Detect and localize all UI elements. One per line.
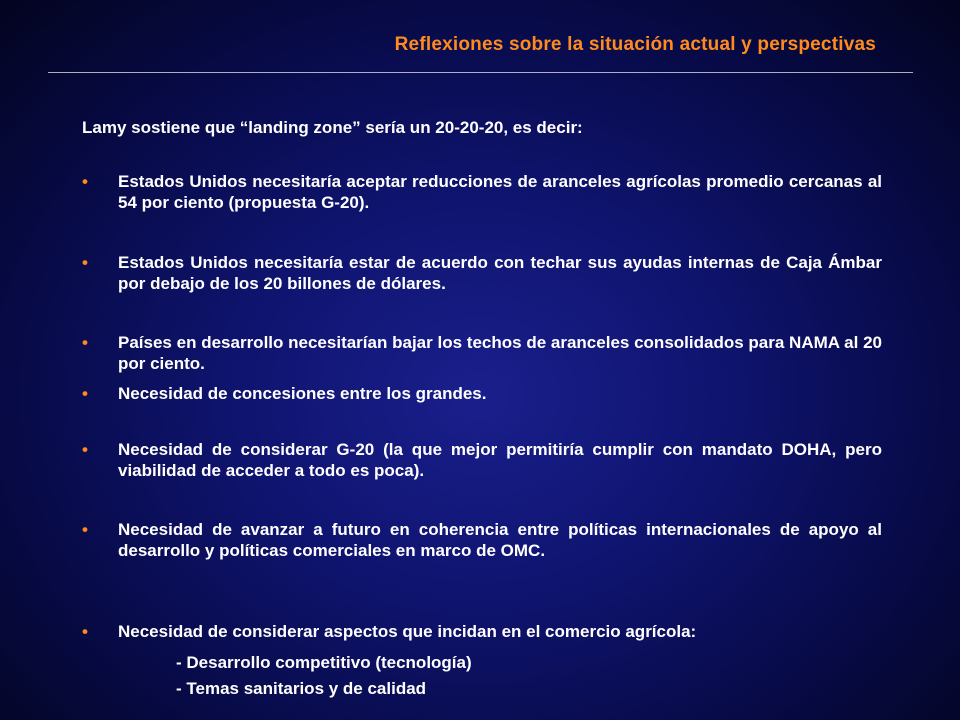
title-divider <box>48 72 913 73</box>
bullet-dot-icon: • <box>82 172 88 191</box>
sub-item: - Temas sanitarios y de calidad <box>176 679 427 698</box>
bullet-dot-icon: • <box>82 520 88 539</box>
bullet-text: Necesidad de considerar aspectos que incidan en el comercio agrícola: <box>118 622 697 641</box>
bullet-text: Estados Unidos necesitaría estar de acuerdo con techar sus ayudas internas de Caja Ámbar por debajo de los 20 billones de dólares. <box>118 253 882 293</box>
intro-text: Lamy sostiene que “landing zone” sería un 20-20-20, es decir: <box>82 118 583 137</box>
bullet-text: Necesidad de concesiones entre los grandes. <box>118 384 487 403</box>
bullet-item <box>82 519 882 561</box>
bullet-item <box>82 383 882 404</box>
bullet-item <box>82 439 882 481</box>
sub-item: - Desarrollo competitivo (tecnología) <box>176 653 472 672</box>
bullet-item <box>82 252 882 294</box>
slide-title: Reflexiones sobre la situación actual y perspectivas <box>394 34 876 55</box>
bullet-item <box>82 621 882 642</box>
bullet-dot-icon: • <box>82 333 88 352</box>
bullet-dot-icon: • <box>82 253 88 272</box>
bullet-text: Estados Unidos necesitaría aceptar reducciones de aranceles agrícolas promedio cercanas al 54 por ciento (propuesta G-20). <box>118 172 882 212</box>
bullet-text: Necesidad de avanzar a futuro en coherencia entre políticas internacionales de apoyo al desarrollo y políticas comerciales en marco de OMC. <box>118 520 882 560</box>
bullet-dot-icon: • <box>82 384 88 403</box>
bullet-item <box>82 171 882 213</box>
bullet-dot-icon: • <box>82 440 88 459</box>
bullet-text: Necesidad de considerar G-20 (la que mejor permitiría cumplir con mandato DOHA, pero viabilidad de acceder a todo es poca). <box>118 440 882 480</box>
bullet-text: Países en desarrollo necesitarían bajar los techos de aranceles consolidados para NAMA al 20 por ciento. <box>118 333 882 373</box>
bullet-item <box>82 332 882 374</box>
bullet-dot-icon: • <box>82 622 88 641</box>
